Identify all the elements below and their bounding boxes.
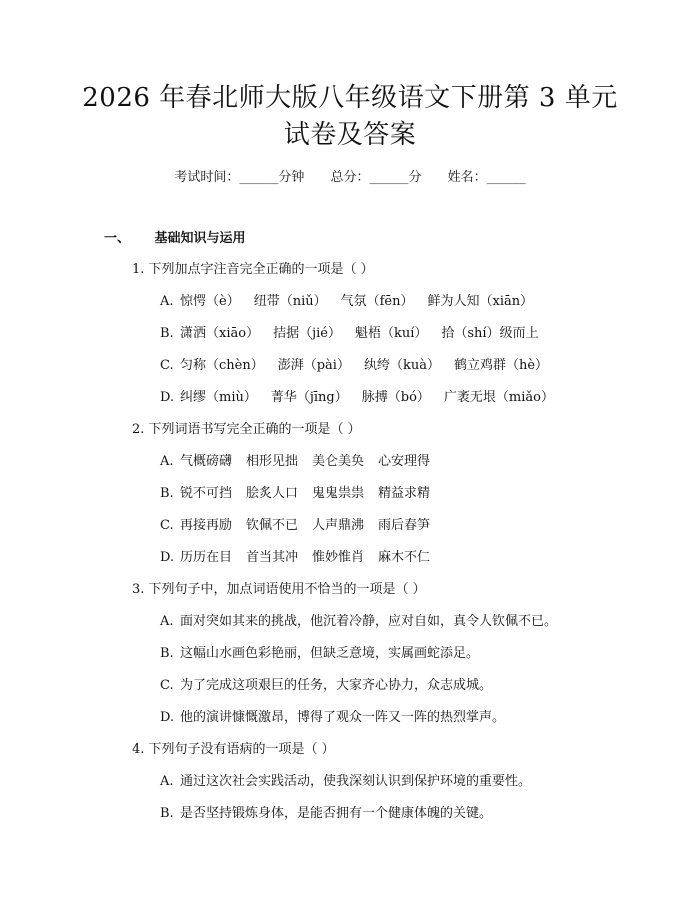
option-item: 纨绔（kuà） [363,358,440,373]
option-item: 气氛（fēn） [340,294,414,309]
section-number: 一、 [104,231,131,246]
option-item: 首当其冲 [246,550,299,565]
option-letter: B. [160,486,174,501]
option-letter: D. [160,390,175,405]
option-item: 锐不可挡 [180,486,233,501]
option-item: 匀称（chèn） [180,358,264,373]
option-item: 气概磅礴 [180,454,233,469]
question-4-option-b [160,805,492,823]
option-letter: C. [160,678,174,693]
option-item: 拾（shí）级而上 [441,326,539,341]
option-item: 钦佩不已 [246,518,299,533]
option-letter: B. [160,326,174,341]
option-item: 历历在目 [180,550,233,565]
question-3: 3. 下列句子中，加点词语使用不恰当的一项是（ ） [132,582,426,597]
option-item: 纠缪（miù） [180,390,257,405]
option-item: 脉搏（bó） [361,390,430,405]
question-2-option-d [160,549,430,567]
option-item: 他的演讲慷慨激昂，博得了观众一阵又一阵的热烈掌声。 [180,710,506,725]
exam-title-line-1: 2026 年春北师大版八年级语文下册第 3 单元 [82,83,618,113]
option-item: 是否坚持锻炼身体，是能否拥有一个健康体魄的关键。 [180,806,493,821]
exam-info-line [0,169,700,187]
option-letter: B. [160,806,174,821]
section-title: 基础知识与运用 [154,231,246,246]
option-item: 雨后春笋 [378,518,431,533]
option-item: 面对突如其来的挑战，他沉着冷静，应对自如，真令人钦佩不已。 [180,614,558,629]
question-3-option-c [160,677,492,695]
option-item: 惟妙惟肖 [312,550,365,565]
option-item: 精益求精 [378,486,431,501]
option-item: 菁华（jīng） [270,390,348,405]
question-3-option-a [160,613,557,631]
student-name-field: 姓名：______ [447,170,526,185]
option-item: 魁梧（kuí） [354,326,428,341]
question-3-option-b [160,645,479,663]
option-item: 脍炙人口 [246,486,299,501]
question-4-option-a [160,773,531,791]
option-item: 相形见拙 [246,454,299,469]
option-item: 纽带（niǔ） [253,294,327,309]
option-item: 鹤立鸡群（hè） [453,358,549,373]
question-1-option-b [160,325,539,343]
total-score-field: 总分：______分 [330,170,422,185]
question-2: 2. 下列词语书写完全正确的一项是（ ） [132,422,361,437]
exam-time-field: 考试时间：______分钟 [174,170,305,185]
option-item: 这幅山水画色彩艳丽，但缺乏意境，实属画蛇添足。 [180,646,480,661]
option-letter: C. [160,518,174,533]
question-1: 1. 下列加点字注音完全正确的一项是（ ） [132,262,374,277]
question-1-option-c [160,357,548,375]
exam-title-line-2: 试卷及答案 [283,120,417,150]
option-item: 再接再励 [180,518,233,533]
option-item: 通过这次社会实践活动，使我深刻认识到保护环境的重要性。 [180,774,532,789]
option-item: 潇洒（xiāo） [180,326,260,341]
option-letter: A. [160,774,174,789]
option-item: 惊愕（è） [180,294,240,309]
option-letter: D. [160,710,175,725]
option-item: 人声鼎沸 [312,518,365,533]
option-item: 鬼鬼祟祟 [312,486,365,501]
option-letter: A. [160,614,174,629]
question-2-option-b [160,485,430,503]
option-letter: A. [160,294,174,309]
question-2-option-a [160,453,430,471]
option-item: 拮据（jié） [273,326,341,341]
option-item: 为了完成这项艰巨的任务，大家齐心协力，众志成城。 [180,678,493,693]
question-1-option-a [160,293,533,311]
option-item: 广袤无垠（miǎo） [443,390,554,405]
question-2-option-c [160,517,430,535]
option-item: 澎湃（pài） [277,358,350,373]
option-letter: D. [160,550,175,565]
question-4: 4. 下列句子没有语病的一项是（ ） [132,742,335,757]
option-item: 麻木不仁 [378,550,431,565]
question-3-option-d [160,709,505,727]
question-1-option-d [160,389,554,407]
option-letter: A. [160,454,174,469]
option-letter: C. [160,358,174,373]
option-item: 心安理得 [378,454,431,469]
option-item: 美仑美奂 [312,454,365,469]
option-item: 鲜为人知（xiān） [427,294,534,309]
section-heading [104,230,246,248]
option-letter: B. [160,646,174,661]
